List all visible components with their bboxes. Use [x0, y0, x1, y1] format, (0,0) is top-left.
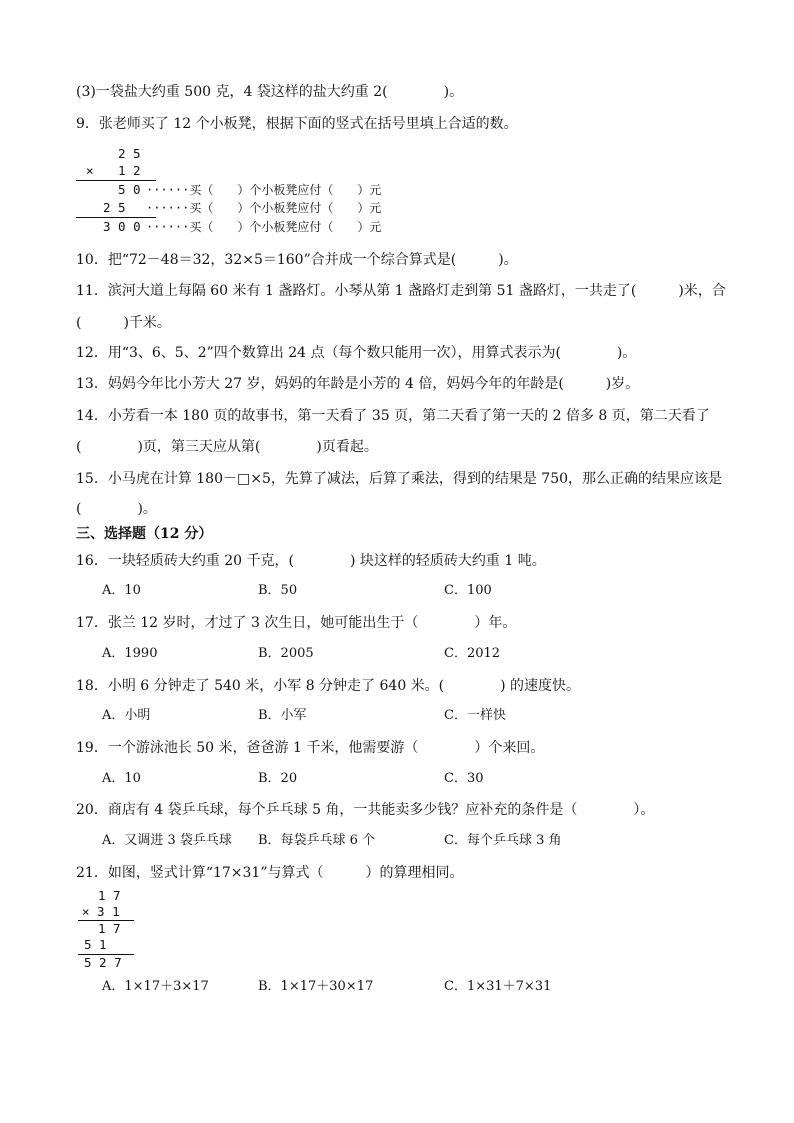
q9-note-1: ······买（ ）个小板凳应付（ ）元 [146, 183, 382, 197]
q16-option-c: C．100 [444, 583, 492, 598]
q16-option-b: B．50 [258, 583, 298, 598]
section-heading-choice: 三、选择题（12 分） [76, 526, 213, 542]
q21-multiplier: × 3 1 [82, 904, 120, 919]
q9-partial-2: 2 5 [103, 200, 126, 215]
q9-note-2: ······买（ ）个小板凳应付（ ）元 [146, 201, 382, 215]
q9-note-3: ······买（ ）个小板凳应付（ ）元 [146, 220, 382, 234]
q17-option-a: A．1990 [102, 646, 158, 661]
q9-rule-2 [76, 217, 156, 218]
question-12: 12．用“3、6、5、2”四个数算出 24 点（每个数只能用一次），用算式表示为( )。 [76, 345, 637, 361]
q21-partial-1: 1 7 [98, 921, 121, 936]
question-19: 19．一个游泳池长 50 米，爸爸游 1 千米，他需要游（ ）个来回。 [76, 740, 545, 756]
q20-option-b: B．每袋乒乓球 6 个 [258, 833, 376, 848]
q19-option-c: C．30 [444, 771, 484, 786]
q9-multiplicand: 2 5 [118, 146, 141, 161]
question-21: 21．如图，竖式计算“17×31”与算式（ ）的算理相同。 [76, 865, 464, 881]
question-8-3: (3)一袋盐大约重 500 克，4 袋这样的盐大约重 2( )。 [76, 84, 464, 100]
question-10: 10．把“72－48＝32，32×5＝160”合并成一个综合算式是( )。 [76, 252, 518, 268]
q18-option-a: A．小明 [102, 708, 151, 723]
q9-times-sign: × [86, 163, 94, 178]
q9-product: 3 0 0 [103, 219, 141, 234]
question-11-line-2: ( )千米。 [76, 315, 171, 331]
question-14-line-2: ( )页，第三天应从第( )页看起。 [76, 439, 378, 455]
q19-option-b: B．20 [258, 771, 298, 786]
q21-option-a: A．1×17＋3×17 [102, 979, 209, 994]
q9-partial-1: 5 0 [118, 182, 141, 197]
question-9: 9．张老师买了 12 个小板凳，根据下面的竖式在括号里填上合适的数。 [76, 116, 518, 132]
q20-option-c: C．每个乒乓球 3 角 [444, 833, 562, 848]
question-17: 17．张兰 12 岁时，才过了 3 次生日，她可能出生于（ ）年。 [76, 615, 517, 631]
question-18: 18．小明 6 分钟走了 540 米，小军 8 分钟走了 640 米。( ) 的速度快。 [76, 678, 581, 694]
q9-rule-1 [76, 180, 156, 181]
q18-option-b: B．小军 [258, 708, 307, 723]
question-20: 20．商店有 4 袋乒乓球，每个乒乓球 5 角，一共能卖多少钱？应补充的条件是（ ）。 [76, 802, 655, 818]
question-14-line-1: 14．小芳看一本 180 页的故事书，第一天看了 35 页，第二天看了第一天的 2 倍多 8 页，第二天看了 [76, 408, 710, 424]
q9-multiplier: 1 2 [118, 163, 141, 178]
q19-option-a: A．10 [102, 771, 141, 786]
q21-option-b: B．1×17＋30×17 [258, 979, 374, 994]
question-16: 16．一块轻质砖大约重 20 千克，( ) 块这样的轻质砖大约重 1 吨。 [76, 553, 546, 569]
q18-option-c: C．一样快 [444, 708, 506, 723]
question-11-line-1: 11．滨河大道上每隔 60 米有 1 盏路灯。小琴从第 1 盏路灯走到第 51 盏路灯，一共走了( )米，合 [76, 283, 726, 299]
question-15-line-1: 15．小马虎在计算 180－□×5，先算了减法，后算了乘法，得到的结果是 750，那么正确的结果应该是 [76, 471, 723, 487]
q21-partial-2: 5 1 [84, 937, 107, 952]
q20-option-a: A．又调进 3 袋乒乓球 [102, 833, 232, 848]
q21-multiplicand: 1 7 [98, 888, 121, 903]
q21-option-c: C．1×31＋7×31 [444, 979, 552, 994]
q17-option-b: B．2005 [258, 646, 314, 661]
question-13: 13．妈妈今年比小芳大 27 岁，妈妈的年龄是小芳的 4 倍，妈妈今年的年龄是( )岁。 [76, 376, 640, 392]
q21-product: 5 2 7 [84, 955, 122, 970]
q16-option-a: A．10 [102, 583, 141, 598]
q17-option-c: C．2012 [444, 646, 501, 661]
question-15-line-2: ( )。 [76, 501, 157, 517]
